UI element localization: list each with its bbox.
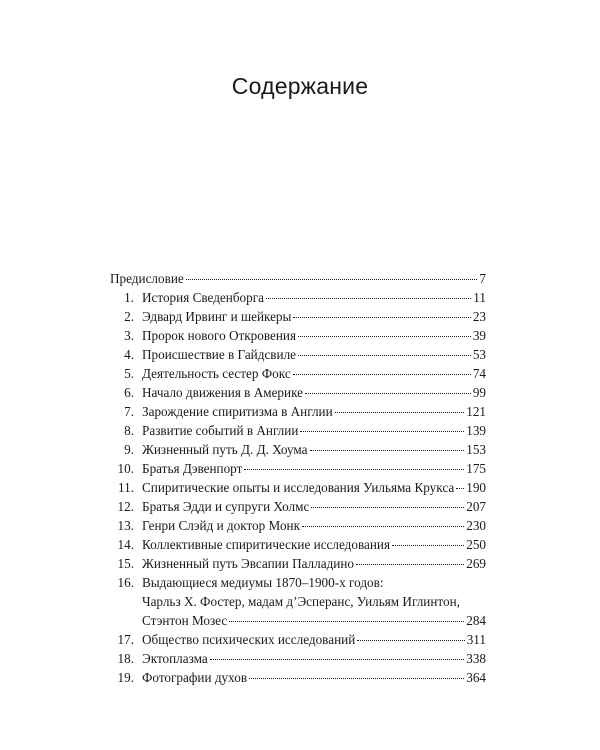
toc-page: 53	[472, 347, 486, 362]
toc-label: Развитие событий в Англии	[142, 423, 299, 438]
toc-entry[interactable]	[110, 326, 486, 345]
toc-number: 4.	[124, 347, 134, 362]
toc-page: 23	[472, 309, 486, 324]
toc-number: 14.	[117, 537, 134, 552]
toc-page: 190	[466, 480, 486, 495]
toc-page: 269	[466, 556, 486, 571]
dot-leader	[298, 355, 471, 356]
toc-number: 13.	[117, 518, 134, 533]
toc-label: Выдающиеся медиумы 1870–1900-х годов:	[142, 575, 384, 590]
dot-leader	[186, 279, 478, 280]
toc-number: 9.	[124, 442, 134, 457]
toc-label: Начало движения в Америке	[142, 385, 304, 400]
dot-leader	[229, 621, 464, 622]
toc-number: 19.	[117, 670, 134, 685]
dot-leader	[300, 431, 464, 432]
dot-leader	[266, 298, 471, 299]
dot-leader	[298, 336, 471, 337]
dot-leader	[310, 450, 465, 451]
toc-page: 311	[466, 632, 486, 647]
toc-entry[interactable]	[110, 345, 486, 364]
toc-label-continued: Чарльз Х. Фостер, мадам д’Эсперанс, Уильям Иглинтон,	[142, 594, 460, 609]
page-title: Содержание	[231, 73, 369, 100]
toc-label: Пророк нового Откровения	[142, 328, 297, 343]
toc-entry[interactable]	[110, 307, 486, 326]
toc-number: 18.	[117, 651, 134, 666]
dot-leader	[293, 374, 471, 375]
toc-page: 207	[466, 499, 486, 514]
dot-leader	[356, 564, 464, 565]
dot-leader	[244, 469, 464, 470]
toc-label: Предисловие	[110, 271, 184, 286]
toc-number: 10.	[117, 461, 134, 476]
table-of-contents	[110, 269, 486, 687]
toc-page: 175	[466, 461, 486, 476]
toc-label: Деятельность сестер Фокс	[142, 366, 291, 381]
toc-number: 5.	[124, 366, 134, 381]
toc-number: 7.	[124, 404, 134, 419]
toc-page: 364	[466, 670, 486, 685]
toc-entry[interactable]	[110, 554, 486, 573]
toc-entry[interactable]	[110, 402, 486, 421]
dot-leader	[456, 488, 464, 489]
dot-leader	[249, 678, 464, 679]
toc-entry[interactable]	[110, 364, 486, 383]
toc-label: Братья Эдди и супруги Холмс	[142, 499, 310, 514]
toc-number: 12.	[117, 499, 134, 514]
toc-page: 153	[466, 442, 486, 457]
toc-page: 74	[472, 366, 486, 381]
toc-entry[interactable]	[110, 630, 486, 649]
toc-number: 11.	[118, 480, 134, 495]
toc-page: 99	[472, 385, 486, 400]
toc-label: Жизненный путь Д. Д. Хоума	[142, 442, 308, 457]
dot-leader	[311, 507, 464, 508]
toc-label: Коллективные спиритические исследования	[142, 537, 391, 552]
toc-entry-multiline[interactable]	[110, 573, 486, 630]
dot-leader	[293, 317, 470, 318]
toc-page: 139	[466, 423, 486, 438]
toc-label: История Сведенборга	[142, 290, 264, 305]
toc-label: Генри Слэйд и доктор Монк	[142, 518, 300, 533]
toc-page: 11	[473, 290, 486, 305]
toc-number: 15.	[117, 556, 134, 571]
toc-entry-preface[interactable]	[110, 269, 486, 288]
dot-leader	[357, 640, 464, 641]
toc-entry[interactable]	[110, 497, 486, 516]
toc-entry[interactable]	[110, 478, 486, 497]
dot-leader	[305, 393, 471, 394]
dot-leader	[210, 659, 464, 660]
toc-page: 121	[466, 404, 486, 419]
toc-label: Эктоплазма	[142, 651, 208, 666]
toc-label: Жизненный путь Эвсапии Палладино	[142, 556, 354, 571]
dot-leader	[392, 545, 464, 546]
toc-entry[interactable]	[110, 459, 486, 478]
toc-page: 284	[466, 613, 486, 628]
toc-page: 250	[466, 537, 486, 552]
toc-label: Зарождение спиритизма в Англии	[142, 404, 333, 419]
toc-label: Спиритические опыты и исследования Уильяма Крукса	[142, 480, 455, 495]
toc-entry[interactable]	[110, 440, 486, 459]
dot-leader	[302, 526, 464, 527]
toc-number: 8.	[124, 423, 134, 438]
toc-entry[interactable]	[110, 288, 486, 307]
dot-leader	[335, 412, 465, 413]
toc-number: 1.	[124, 290, 134, 305]
toc-entry[interactable]	[110, 649, 486, 668]
toc-label: Происшествие в Гайдсвиле	[142, 347, 297, 362]
toc-number: 6.	[124, 385, 134, 400]
toc-entry[interactable]	[110, 516, 486, 535]
toc-entry[interactable]	[110, 535, 486, 554]
toc-entry[interactable]	[110, 421, 486, 440]
toc-label: Братья Дэвенпорт	[142, 461, 243, 476]
toc-label: Эдвард Ирвинг и шейкеры	[142, 309, 292, 324]
toc-label-continued: Стэнтон Мозес	[142, 613, 228, 628]
toc-page: 230	[466, 518, 486, 533]
toc-number: 2.	[124, 309, 134, 324]
toc-number: 16.	[117, 575, 134, 590]
toc-page: 338	[466, 651, 486, 666]
toc-label: Фотографии духов	[142, 670, 248, 685]
toc-label: Общество психических исследований	[142, 632, 356, 647]
toc-number: 3.	[124, 328, 134, 343]
toc-page: 39	[472, 328, 486, 343]
toc-page: 7	[479, 271, 486, 286]
toc-number: 17.	[117, 632, 134, 647]
toc-entry[interactable]	[110, 383, 486, 402]
toc-entry[interactable]	[110, 668, 486, 687]
